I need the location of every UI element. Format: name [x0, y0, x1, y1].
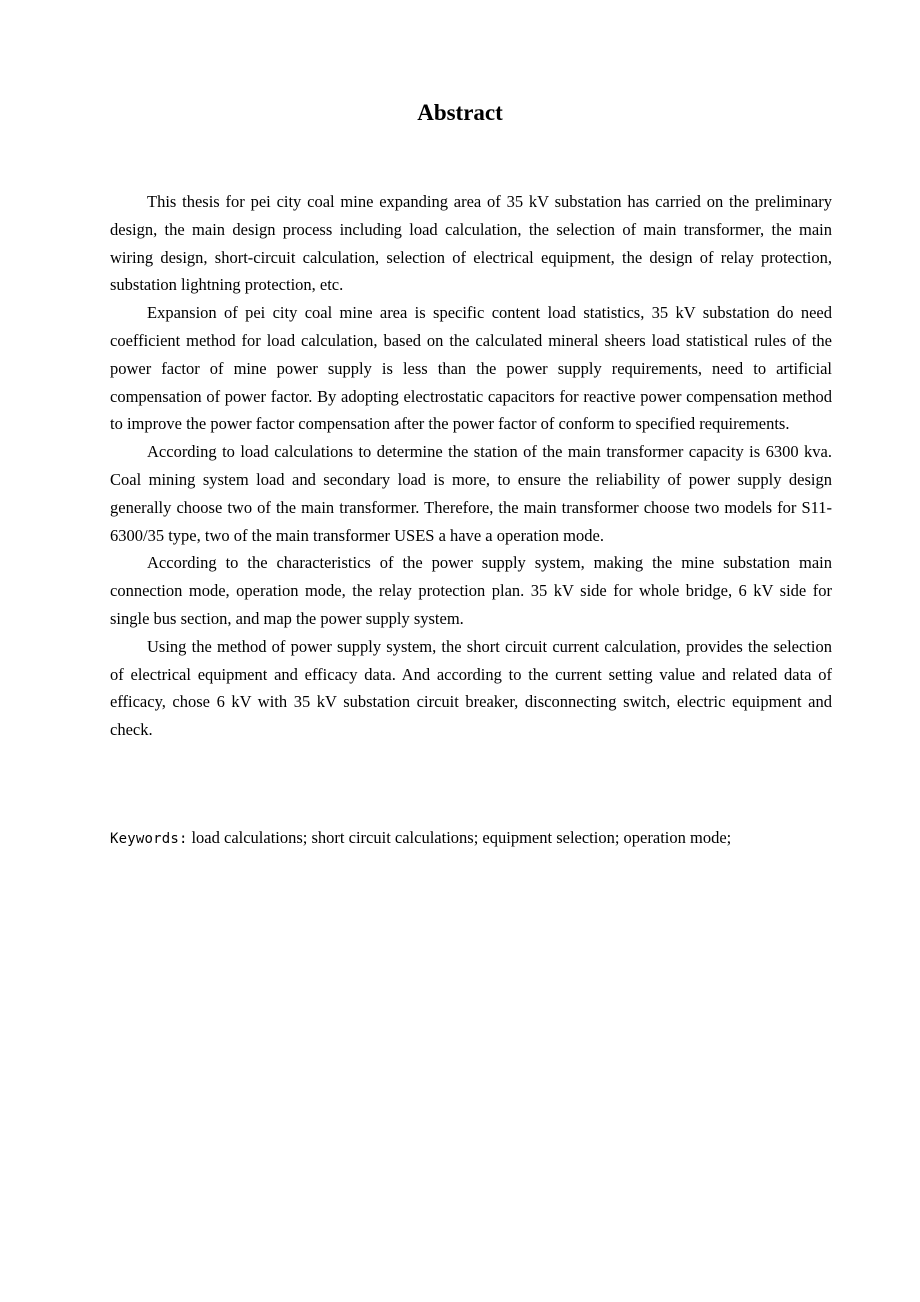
abstract-paragraph-1: This thesis for pei city coal mine expanding area of 35 kV substation has carried on the preliminary design, the main design process including load calculation, the selection of main transformer, the main wiring design, short-circuit calculation, selection of electrical equipment, the design of relay protection, substation lightning protection, etc. — [110, 192, 832, 295]
keywords-line — [110, 824, 870, 854]
abstract-body — [110, 188, 832, 744]
keywords-text: load calculations; short circuit calculations; equipment selection; operation mode; — [191, 828, 732, 847]
keywords-separator: : — [179, 831, 188, 847]
abstract-paragraph-3: According to load calculations to determine the station of the main transformer capacity is 6300 kva. Coal mining system load and secondary load is more, to ensure the reliability of power supply design generally choose two of the main transformer. Therefore, the main transformer choose two models for S11-6300/35 type, two of the main transformer USES a have a operation mode. — [110, 442, 832, 545]
keywords-label: Keywords — [110, 831, 180, 847]
abstract-paragraph-5: Using the method of power supply system, the short circuit current calculation, provides the selection of electrical equipment and efficacy data. And according to the current setting value and related data of efficacy, chose 6 kV with 35 kV substation circuit breaker, disconnecting switch, electric equipment and check. — [110, 636, 832, 740]
abstract-title: Abstract — [417, 100, 503, 125]
abstract-paragraph-2: Expansion of pei city coal mine area is specific content load statistics, 35 kV substation do need coefficient method for load calculation, based on the calculated mineral sheers load statistical rules of the power factor of mine power supply is less than the power supply requirements, need to artificial compensation of power factor. By adopting electrostatic capacitors for reactive power compensation method to improve the power factor compensation after the power factor of conform to specified requirements. — [110, 303, 832, 434]
abstract-paragraph-4: According to the characteristics of the power supply system, making the mine substation main connection mode, operation mode, the relay protection plan. 35 kV side for whole bridge, 6 kV side for single bus section, and map the power supply system. — [110, 553, 832, 628]
